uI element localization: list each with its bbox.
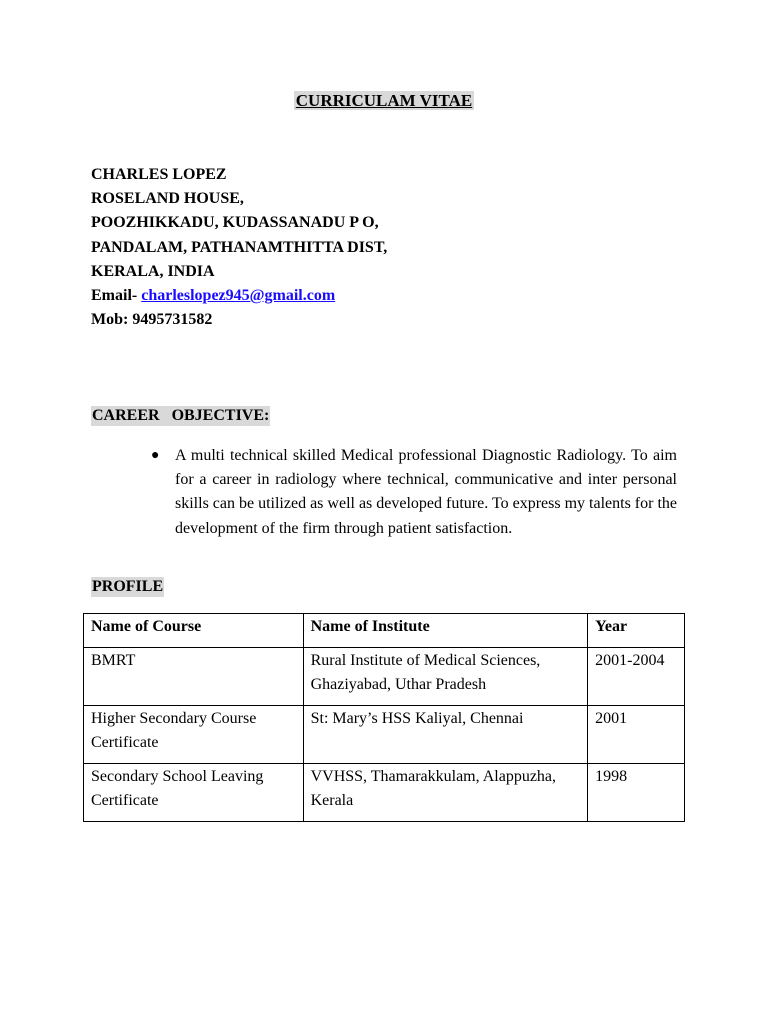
career-objective-heading: CAREER OBJECTIVE: [92,407,270,424]
table-row [84,764,685,822]
table-cell-institute: Rural Institute of Medical Sciences, Ghaziyabad, Uthar Pradesh [303,648,588,706]
profile-table [83,613,685,822]
career-objective-text: A multi technical skilled Medical professional Diagnostic Radiology. To aim for a career in radiology where technical, communicative and inter personal skills can be utilized as well as developed future. To express my talents for the development of the firm through patient satisfaction. [175,447,677,537]
contact-name: CHARLES LOPEZ [91,166,227,183]
address-line: POOZHIKKADU, KUDASSANADU P O, [91,214,379,232]
column-header-year: Year [588,614,685,648]
address-line: PANDALAM, PATHANAMTHITTA DIST, [91,238,388,256]
bullet-icon: ● [151,448,160,463]
table-row [84,648,685,706]
table-cell-course: Secondary School Leaving Certificate [84,764,304,822]
table-row [84,706,685,764]
profile-heading: PROFILE [92,578,164,595]
table-cell-year: 1998 [588,764,685,822]
email-link[interactable]: charleslopez945@gmail.com [141,287,336,305]
table-cell-institute: VVHSS, Thamarakkulam, Alappuzha, Kerala [303,764,588,822]
mobile-number: Mob: 9495731582 [91,311,213,329]
address-line: KERALA, INDIA [91,262,215,280]
table-cell-year: 2001 [588,706,685,764]
address-line: ROSELAND HOUSE, [91,190,244,208]
career-objective-bullet [151,444,677,541]
table-cell-year: 2001-2004 [588,648,685,706]
table-cell-institute: St: Mary’s HSS Kaliyal, Chennai [303,706,588,764]
document-title [0,90,768,112]
table-cell-course: BMRT [84,648,304,706]
column-header-course: Name of Course [84,614,304,648]
contact-block [91,163,387,332]
table-header-row [84,614,685,648]
document-title-text: CURRICULAM VITAE [295,91,473,110]
column-header-institute: Name of Institute [303,614,588,648]
email-label: Email- [91,287,142,305]
table-cell-course: Higher Secondary Course Certificate [84,706,304,764]
email-row [91,284,387,308]
